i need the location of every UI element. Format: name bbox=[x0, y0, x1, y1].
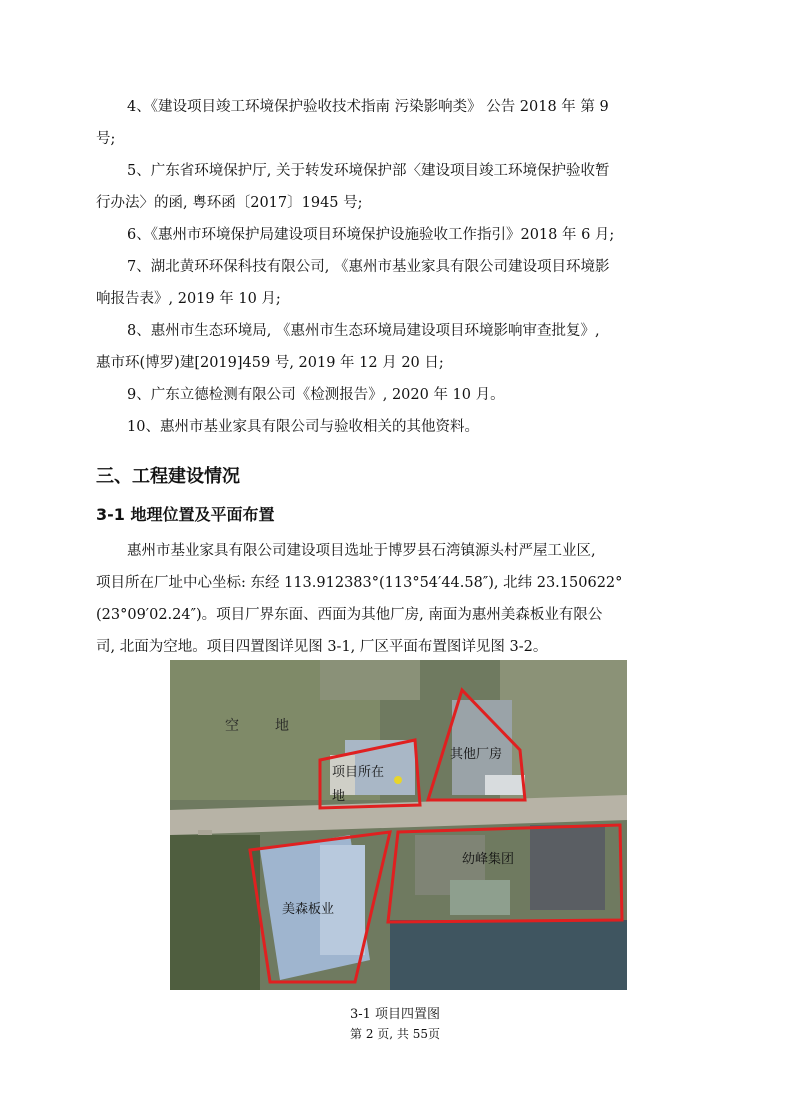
project-site-label: 项目所在 bbox=[332, 765, 385, 780]
reference-8-line-1: 8、惠州市生态环境局, 《惠州市生态环境局建设项目环境影响审查批复》, bbox=[127, 323, 600, 339]
south-group-label: 幼峰集团 bbox=[462, 852, 515, 867]
reference-5-line-1: 5、广东省环境保护厅, 关于转发环境保护部〈建设项目竣工环境保护验收暂 bbox=[127, 163, 610, 179]
project-site-label-2: 地 bbox=[332, 789, 346, 804]
aerial-image bbox=[170, 660, 627, 990]
body-line-1: 惠州市基业家具有限公司建设项目选址于博罗县石湾镇源头村严屋工业区, bbox=[127, 543, 596, 559]
subsection-title: 3-1 地理位置及平面布置 bbox=[96, 505, 275, 524]
meisen-roof bbox=[320, 845, 365, 955]
reference-8-line-2: 惠市环(博罗)建[2019]459 号, 2019 年 12 月 20 日; bbox=[96, 355, 444, 371]
reference-5-line-2: 行办法〉的函, 粤环函〔2017〕1945 号; bbox=[96, 195, 363, 211]
south-group-building-2 bbox=[530, 825, 605, 910]
field-patch bbox=[320, 660, 420, 700]
reference-9: 9、广东立德检测有限公司《检测报告》, 2020 年 10 月。 bbox=[127, 387, 505, 403]
empty-land-label-2: 地 bbox=[275, 718, 289, 734]
reference-7-line-1: 7、湖北黄环环保科技有限公司, 《惠州市基业家具有限公司建设项目环境影 bbox=[127, 259, 610, 275]
other-factory-label: 其他厂房 bbox=[450, 747, 503, 762]
section-title: 三、工程建设情况 bbox=[96, 466, 240, 487]
reference-6: 6、《惠州市环境保护局建设项目环境保护设施验收工作指引》2018 年 6 月; bbox=[127, 227, 615, 243]
reference-4-line-1: 4、《建设项目竣工环境保护验收技术指南 污染影响类》 公告 2018 年 第 9 bbox=[127, 99, 609, 115]
empty-land-label-1: 空 bbox=[225, 718, 239, 734]
vegetation-west bbox=[170, 835, 260, 990]
body-line-3: (23°09′02.24″)。项目厂界东面、西面为其他厂房, 南面为惠州美森板业有限公 bbox=[96, 607, 603, 623]
body-line-2: 项目所在厂址中心坐标: 东经 113.912383°(113°54′44.58″), 北纬 23.150622° bbox=[96, 575, 623, 591]
site-location-map bbox=[170, 660, 627, 990]
page-footer: 第 2 页, 共 55页 bbox=[350, 1027, 440, 1041]
other-factory-building-2 bbox=[485, 775, 525, 795]
reference-10: 10、惠州市基业家具有限公司与验收相关的其他资料。 bbox=[127, 419, 479, 435]
site-marker bbox=[394, 776, 402, 784]
south-group-building-3 bbox=[450, 880, 510, 915]
pond bbox=[390, 920, 627, 990]
meisen-label: 美森板业 bbox=[282, 902, 335, 917]
reference-7-line-2: 响报告表》, 2019 年 10 月; bbox=[96, 291, 281, 307]
reference-4-line-2: 号; bbox=[96, 131, 116, 147]
figure-caption: 3-1 项目四置图 bbox=[349, 1007, 441, 1022]
body-line-4: 司, 北面为空地。项目四置图详见图 3-1, 厂区平面布置图详见图 3-2。 bbox=[96, 639, 548, 655]
